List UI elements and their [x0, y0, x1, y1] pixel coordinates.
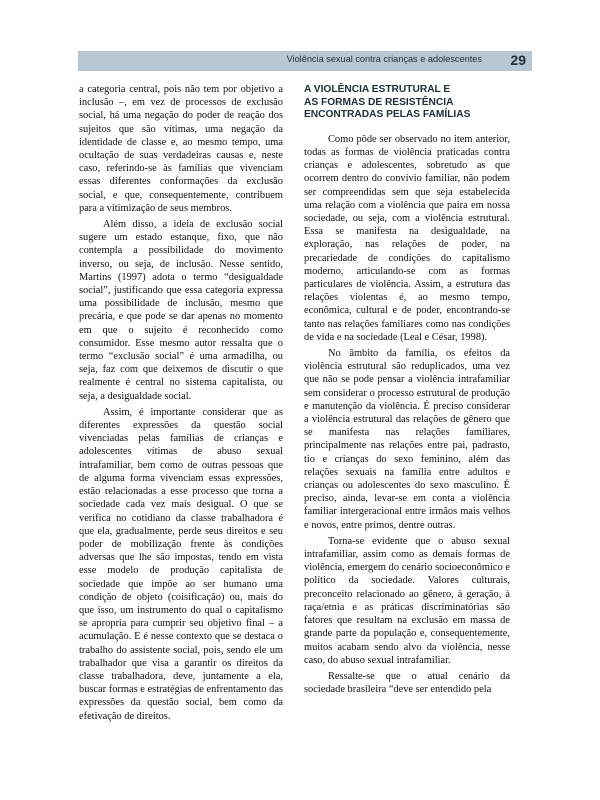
right-text-column [304, 83, 510, 696]
section-heading-line: A VIOLÊNCIA ESTRUTURAL E [304, 84, 451, 95]
paragraph: No âmbito da família, os efeitos da violência estrutural são reduplicados, uma vez que não se pode pensar a violência intrafamiliar sem considerar o processo estrutural de produção e manutenção da violência. É preciso considerar a violência estrutural das relações de gênero que se manifesta nas relações familiares, principalmente nas relações entre pai, padrasto, tio e crianças do sexo feminino, além das relações sexuais na família entre adultos e crianças ou adolescentes do sexo masculino. É preciso, ainda, levar-se em conta a violência familiar intergeracional entre irmãos mais velhos e novos, entre primos, dentre outras. [304, 348, 510, 531]
paragraph: Ressalte-se que o atual cenário da sociedade brasileira “deve ser entendido pela [304, 670, 510, 696]
left-text-column [79, 83, 283, 723]
running-header [78, 51, 532, 71]
running-title: Violência sexual contra crianças e adolescentes [286, 54, 482, 64]
paragraph: Assim, é importante considerar que as diferentes expressões da questão social vivenciadas pelas famílias de crianças e adolescentes vítimas de abuso sexual intrafamiliar, bem como de outras pessoas que de alguma forma vivenciam essas expressões, estão relacionadas a esse processo que torna a sociedade cada vez mais desigual. O que se verifica no cotidiano da classe trabalhadora é que ela, gradualmente, perde seus direitos e seu poder de mobilização frente às condições adversas que lhe são impostas, tendo em vista esse modelo de produção capitalista de sociedade que impõe ao ser humano uma condição de objeto (coisificação) ou, mais do que isso, um instrumento do qual o capitalismo se apropria para cumprir seu objetivo final – a acumulação. E é nesse contexto que se destaca o trabalho do assistente social, pois, sendo ele um trabalhador que visa a garantir os direitos da classe trabalhadora, deve, juntamente a ela, buscar formas e estratégias de enfrentamento das expressões da questão social, bem como da efetivação de direitos. [79, 406, 283, 722]
section-heading-line: ENCONTRADAS PELAS FAMÍLIAS [304, 109, 471, 121]
paragraph: Torna-se evidente que o abuso sexual intrafamiliar, assim como as demais formas de violência, emergem do cenário socioeconômico e político da sociedade. Valores culturais, preconceito relacionado ao gênero, à geração, à raça/etnia e as práticas discriminatórias são fatores que resultam na exclusão em massa de grande parte da população e, consequentemente, muitos acabam sendo alvo da violência, nesse caso, do abuso sexual intrafamiliar. [304, 535, 510, 666]
paragraph: a categoria central, pois não tem por objetivo a inclusão –, em vez de processos de exclusão social, há uma negação do poder de reação dos sujeitos que são vítimas, uma negação da identidade de classe e, ao mesmo tempo, uma ocultação de suas verdadeiras causas e, neste caso, referindo-se às famílias que vivenciam essas diferentes conformações da exclusão social, e que, consequentemente, contribuem para a vitimização de seus membros. [79, 84, 283, 214]
section-heading-line: AS FORMAS DE RESISTÊNCIA [304, 96, 454, 108]
section-heading [304, 83, 510, 122]
page-number: 29 [510, 52, 526, 68]
paragraph: Além disso, a ideia de exclusão social sugere um estado estanque, fixo, que não contempla a possibilidade do movimento inverso, ou seja, de inclusão. Nesse sentido, Martins (1997) adota o termo “desigualdade social”, justificando que essa categoria expressa uma possibilidade de inclusão, mesmo que precária, e que pode se dar apenas no momento em que o sujeito é reconhecido como consumidor. Esse mesmo autor ressalta que o termo “exclusão social” é uma armadilha, ou seja, faz com que deixemos de discutir o que realmente é central no sistema capitalista, ou seja, a desigualdade social. [79, 219, 283, 402]
paragraph: Como pôde ser observado no item anterior, todas as formas de violência praticadas contra crianças e adolescentes, sobretudo as que ocorrem dentro do convívio familiar, não podem ser compreendidas sem que seja estabelecida uma relação com a violência que paira em nossa sociedade, ou seja, com a violência estrutural. Essa se manifesta na desigualdade, na exploração, nas relações de poder, na precariedade de condições do capitalismo moderno, articulando-se com as formas particulares de violência. Assim, a estrutura das relações violentas é, ao mesmo tempo, econômica, cultural e de poder, encontrando-se tanto nas relações familiares como nas condições de vida e na sociedade (Leal e César, 1998). [304, 133, 510, 343]
